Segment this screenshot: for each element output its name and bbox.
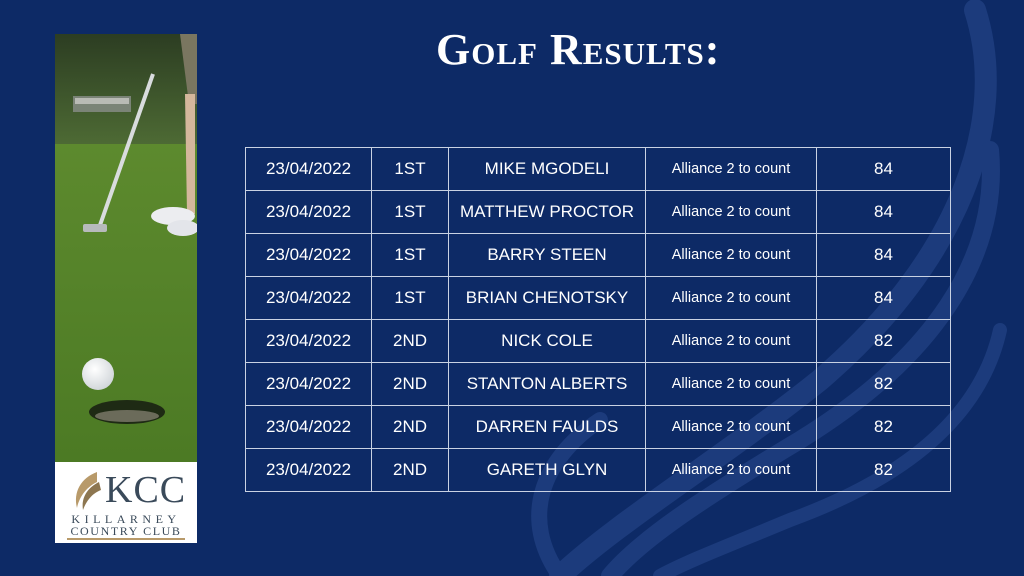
logo-abbreviation: KCC	[105, 469, 187, 511]
competition-category: Alliance 2 to count	[646, 191, 817, 234]
table-row	[246, 148, 951, 191]
result-score: 84	[817, 191, 951, 234]
table-row	[246, 406, 951, 449]
competition-category: Alliance 2 to count	[646, 449, 817, 492]
result-date: 23/04/2022	[246, 234, 372, 277]
result-date: 23/04/2022	[246, 363, 372, 406]
player-name: BARRY STEEN	[449, 234, 646, 277]
results-table	[245, 147, 951, 492]
golf-putting-photo	[55, 34, 197, 462]
competition-category: Alliance 2 to count	[646, 148, 817, 191]
result-position: 1ST	[372, 234, 449, 277]
result-date: 23/04/2022	[246, 277, 372, 320]
result-score: 84	[817, 277, 951, 320]
result-score: 82	[817, 406, 951, 449]
player-name: MIKE MGODELI	[449, 148, 646, 191]
player-name: GARETH GLYN	[449, 449, 646, 492]
page-title: Golf Results:	[436, 25, 721, 74]
sidebar-photo-panel	[55, 34, 197, 543]
logo-name-line2: COUNTRY CLUB	[70, 524, 182, 538]
result-position: 1ST	[372, 148, 449, 191]
competition-category: Alliance 2 to count	[646, 277, 817, 320]
table-row	[246, 234, 951, 277]
result-score: 82	[817, 320, 951, 363]
result-position: 1ST	[372, 191, 449, 234]
club-logo	[55, 462, 197, 543]
logo-name-line1: KILLARNEY	[71, 512, 181, 526]
player-name: STANTON ALBERTS	[449, 363, 646, 406]
result-score: 84	[817, 234, 951, 277]
table-row	[246, 363, 951, 406]
result-position: 1ST	[372, 277, 449, 320]
result-date: 23/04/2022	[246, 320, 372, 363]
competition-category: Alliance 2 to count	[646, 320, 817, 363]
table-row	[246, 277, 951, 320]
player-name: MATTHEW PROCTOR	[449, 191, 646, 234]
player-name: BRIAN CHENOTSKY	[449, 277, 646, 320]
player-name: NICK COLE	[449, 320, 646, 363]
competition-category: Alliance 2 to count	[646, 363, 817, 406]
player-name: DARREN FAULDS	[449, 406, 646, 449]
table-row	[246, 449, 951, 492]
result-position: 2ND	[372, 363, 449, 406]
results-table-body	[246, 148, 951, 492]
result-date: 23/04/2022	[246, 449, 372, 492]
result-position: 2ND	[372, 320, 449, 363]
result-date: 23/04/2022	[246, 406, 372, 449]
competition-category: Alliance 2 to count	[646, 234, 817, 277]
table-row	[246, 191, 951, 234]
result-score: 84	[817, 148, 951, 191]
logo-underline	[67, 538, 185, 540]
result-score: 82	[817, 449, 951, 492]
table-row	[246, 320, 951, 363]
result-date: 23/04/2022	[246, 148, 372, 191]
wing-logo-icon	[67, 468, 103, 512]
result-date: 23/04/2022	[246, 191, 372, 234]
result-position: 2ND	[372, 449, 449, 492]
result-score: 82	[817, 363, 951, 406]
competition-category: Alliance 2 to count	[646, 406, 817, 449]
result-position: 2ND	[372, 406, 449, 449]
